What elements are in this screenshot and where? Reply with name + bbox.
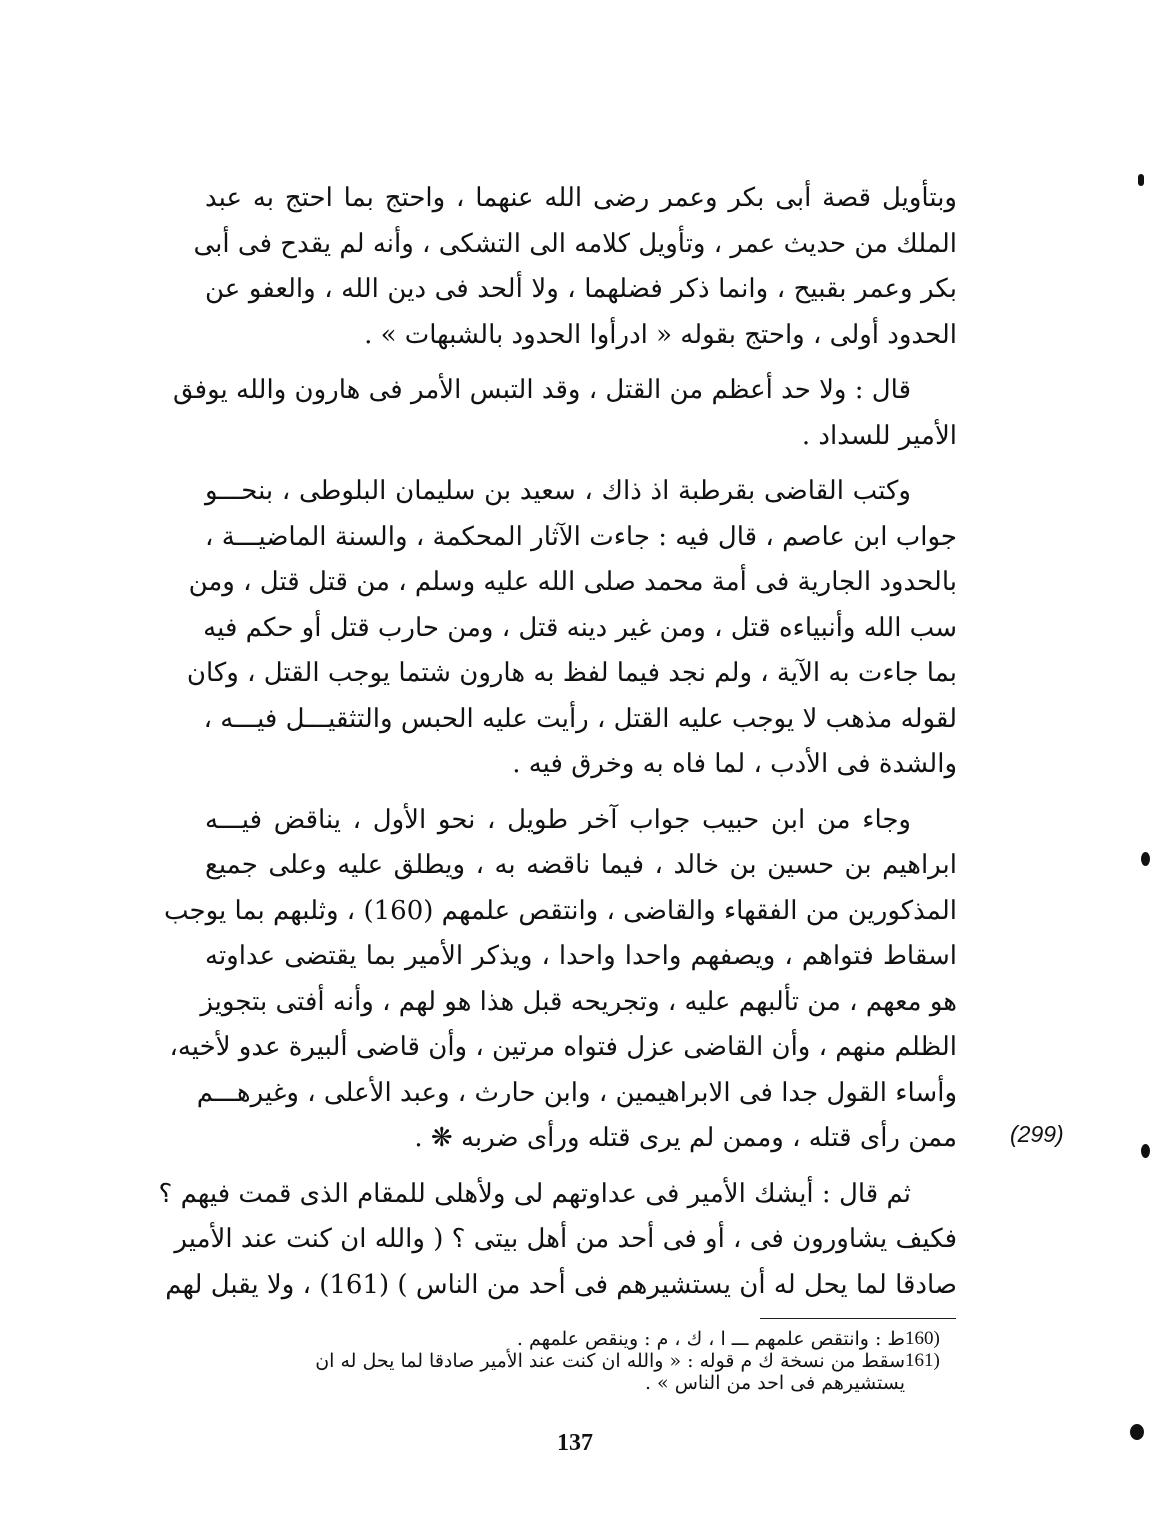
footnote — [205, 1328, 957, 1350]
footnote-divider — [760, 1318, 956, 1319]
text-line: قال : ولا حد أعظم من القتل ، وقد التبس الأمر فى هارون والله يوفق — [172, 375, 911, 405]
paragraph — [158, 1172, 957, 1309]
text-line: الأمير للسداد . — [801, 420, 957, 451]
text-line: اسقاط فتواهم ، ويصفهم واحدا واحدا ، ويذكر الأمير بما يقتضى عداوته — [205, 941, 957, 971]
binding-hole-mark — [1141, 852, 1150, 866]
text-line: المذكورين من الفقهاء والقاضى ، وانتقص علمهم (160) ، وثلبهم بما يوجب — [164, 895, 957, 926]
footnote-number: 160) — [905, 1328, 940, 1349]
paragraph — [186, 469, 957, 788]
text-line: فكيف يشاورون فى ، أو فى أحد من أهل بيتى ؟ ( والله ان كنت عند الأمير — [174, 1224, 957, 1254]
text-line: بما جاءت به الآية ، ولم نجد فيما لفظ به هارون شتما يوجب القتل ، وكان — [186, 658, 957, 688]
text-line: هو معهم ، من تألبهم عليه ، وتجريحه قبل هذا هو لهم ، وأنه أفتى بتجويز — [200, 986, 957, 1017]
footnote-line: ط : وانتقص علمهم ـــ ا ، ك ، م : وينقص علمهم . — [516, 1328, 905, 1350]
text-line: الظلم منهم ، وأن القاضى عزل فتواه مرتين ، وأن قاضى ألبيرة عدو لأخيه، — [169, 1032, 957, 1062]
text-line: بكر وعمر بقبيح ، وانما ذكر فضلهما ، ولا ألحد فى دين الله ، والعفو عن — [205, 274, 957, 304]
text-line: ممن رأى قتله ، وممن لم يرى قتله ورأى ضربه ❋ . — [414, 1123, 957, 1153]
footnotes — [205, 1328, 957, 1394]
text-line: الحدود أولى ، واحتج بقوله « ادرأوا الحدود بالشبهات » . — [364, 319, 957, 350]
text-line: صادقا لما يحل له أن يستشيرهم فى أحد من الناس ) (161) ، ولا يقبل لهم — [165, 1269, 957, 1300]
scan-speck — [1138, 174, 1144, 186]
footnote-line: سقط من نسخة ك م قوله : « والله ان كنت عند الأمير صادقا لما يحل له ان — [315, 1350, 905, 1372]
text-line: الملك من حديث عمر ، وتأويل كلامه الى التشكى ، وأنه لم يقدح فى أبى — [193, 228, 957, 259]
main-text — [158, 176, 957, 1318]
text-line: سب الله وأنبياءه قتل ، ومن غير دينه قتل ، ومن حارب قتل أو حكم فيه — [203, 612, 957, 643]
page-number: 137 — [557, 1430, 593, 1456]
text-line: والشدة فى الأدب ، لما فاه به وخرق فيه . — [512, 749, 957, 779]
text-line: بالحدود الجارية فى أمة محمد صلى الله عليه وسلم ، من قتل قتل ، ومن — [188, 567, 957, 597]
paragraph — [193, 176, 957, 358]
footnote — [205, 1350, 957, 1394]
margin-page-marker: (299) — [1010, 1121, 1064, 1147]
footnote-text — [205, 1350, 905, 1394]
text-line: ثم قال : أيشك الأمير فى عداوتهم لى ولأهلى للمقام الذى قمت فيهم ؟ — [158, 1178, 911, 1209]
text-line: وأساء القول جدا فى الابراهيمين ، وابن حارث ، وعبد الأعلى ، وغيرهـــم — [196, 1077, 957, 1108]
binding-hole-mark — [1141, 1144, 1150, 1158]
text-line: جواب ابن عاصم ، قال فيه : جاءت الآثار المحكمة ، والسنة الماضيـــة ، — [205, 521, 957, 552]
footnote-line: يستشيرهم فى احد من الناس » . — [644, 1372, 905, 1394]
paragraph — [172, 368, 957, 459]
text-line: وبتأويل قصة أبى بكر وعمر رضى الله عنهما ، واحتج بما احتج به عبد — [205, 183, 957, 213]
text-line: لقوله مذهب لا يوجب عليه القتل ، رأيت عليه الحبس والتثقيـــل فيـــه ، — [203, 703, 957, 734]
footnote-text — [205, 1328, 905, 1350]
text-line: وجاء من ابن حبيب جواب آخر طويل ، نحو الأول ، يناقض فيـــه — [205, 804, 911, 835]
footnote-number: 161) — [905, 1350, 940, 1371]
paragraph — [164, 798, 957, 1162]
text-line: وكتب القاضى بقرطبة اذ ذاك ، سعيد بن سليمان البلوطى ، بنحـــو — [205, 476, 911, 506]
binding-hole-mark — [1130, 1424, 1144, 1440]
text-line: ابراهيم بن حسين بن خالد ، فيما ناقضه به ، ويطلق عليه وعلى جميع — [205, 850, 957, 880]
